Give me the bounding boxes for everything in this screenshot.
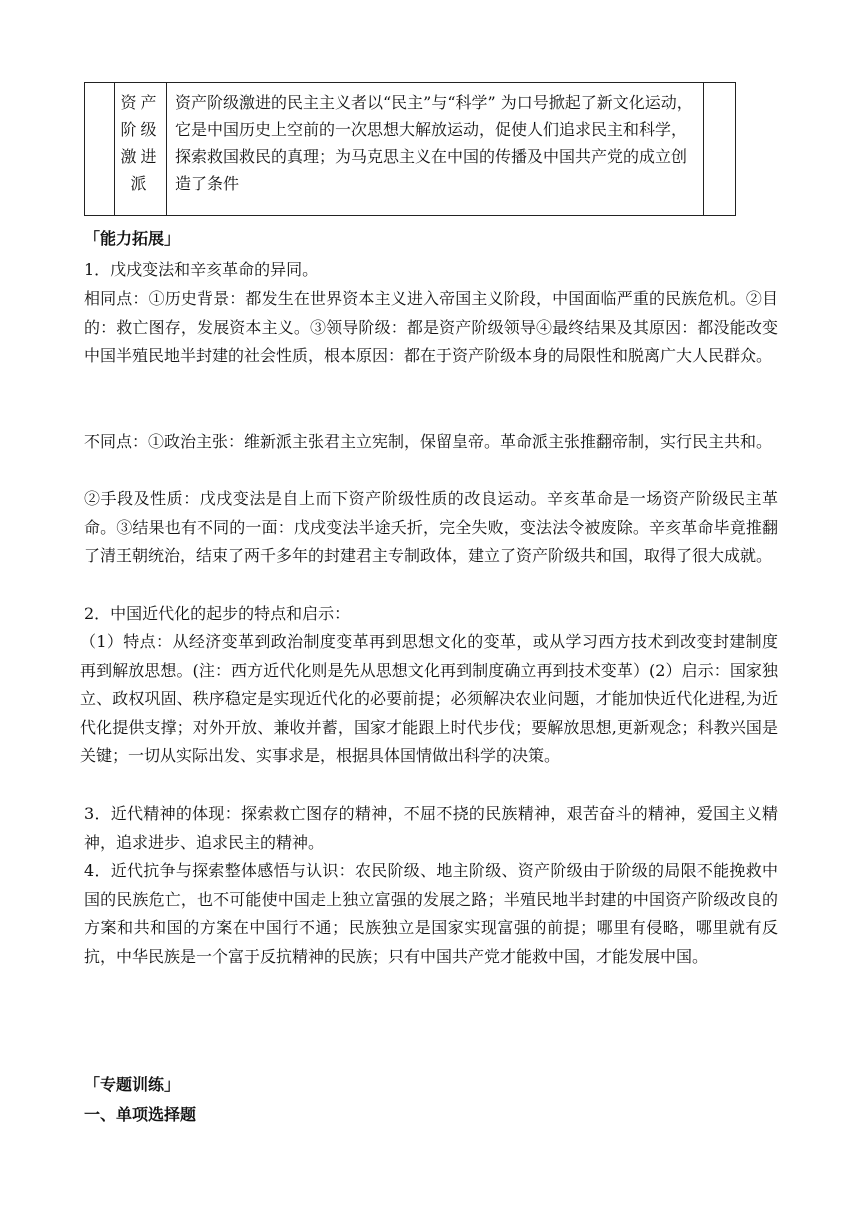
section-heading-training: 「专题训练」 — [84, 1075, 181, 1094]
section-subtitle-choice: 一、单项选择题 — [84, 1105, 197, 1124]
table-cell-group-name: 资产阶级激进派 — [120, 93, 161, 193]
item1-differences-a: 不同点：①政治主张：维新派主张君主立宪制，保留皇帝。革命派主张推翻帝制，实行民主共和。 — [84, 432, 773, 451]
item1-title: 1．戊戌变法和辛亥革命的异同。 — [84, 260, 319, 279]
item2-title: 2．中国近代化的起步的特点和启示： — [84, 604, 351, 623]
table-divider — [703, 83, 704, 215]
item3: 3．近代精神的体现：探索救亡图存的精神，不屈不挠的民族精神，艰苦奋斗的精神，爱国主义精神，追求进步、追求民主的精神。 — [84, 804, 778, 852]
item1-similarities: 相同点：①历史背景：都发生在世界资本主义进入帝国主义阶段，中国面临严重的民族危机。②目的：救亡图存，发展资本主义。③领导阶级：都是资产阶级领导④最终结果及其原因：都没能改变中国半殖民地半封建的社会性质，根本原因：都在于资产阶级本身的局限性和脱离广大人民群众。 — [84, 289, 778, 366]
item2-body: （1）特点：从经济变革到政治制度变革再到思想文化的变革，或从学习西方技术到改变封建制度再到解放思想。(注：西方近代化则是先从思想文化再到制度确立再到技术变革）(2）启示：国家独立、政权巩固、秩序稳定是实现近代化的必要前提；必须解决农业问题，才能加快近代化进程,为近代化提供支撑；对外开放、兼收并蓄，国家才能跟上时代步伐；要解放思想,更新观念；科教兴国是关键；一切从实际出发、实事求是，根据具体国情做出科学的决策。 — [80, 632, 778, 766]
section-heading-ability: 「能力拓展」 — [84, 229, 181, 248]
item4: 4．近代抗争与探索整体感悟与认识：农民阶级、地主阶级、资产阶级由于阶级的局限不能挽救中国的民族危亡，也不可能使中国走上独立富强的发展之路；半殖民地半封建的中国资产阶级改良的方案和共和国的方案在中国行不通；民族独立是国家实现富强的前提；哪里有侵略，哪里就有反抗，中华民族是一个富于反抗精神的民族；只有中国共产党才能救中国，才能发展中国。 — [84, 861, 778, 966]
table-fragment — [84, 82, 736, 216]
table-cell-description: 资产阶级激进的民主主义者以“民主”与“科学” 为口号掀起了新文化运动，它是中国历史上空前的一次思想大解放运动，促使人们追求民主和科学，探索救国救民的真理；为马克思主义在中国的传播及中国共产党的成立创造了条件 — [175, 93, 693, 193]
table-divider — [166, 83, 167, 215]
item1-differences-b: ②手段及性质：戊戌变法是自上而下资产阶级性质的改良运动。辛亥革命是一场资产阶级民主革命。③结果也有不同的一面：戊戌变法半途夭折，完全失败，变法法令被废除。辛亥革命毕竟推翻了清王朝统治，结束了两千多年的封建君主专制政体，建立了资产阶级共和国，取得了很大成就。 — [84, 489, 778, 566]
